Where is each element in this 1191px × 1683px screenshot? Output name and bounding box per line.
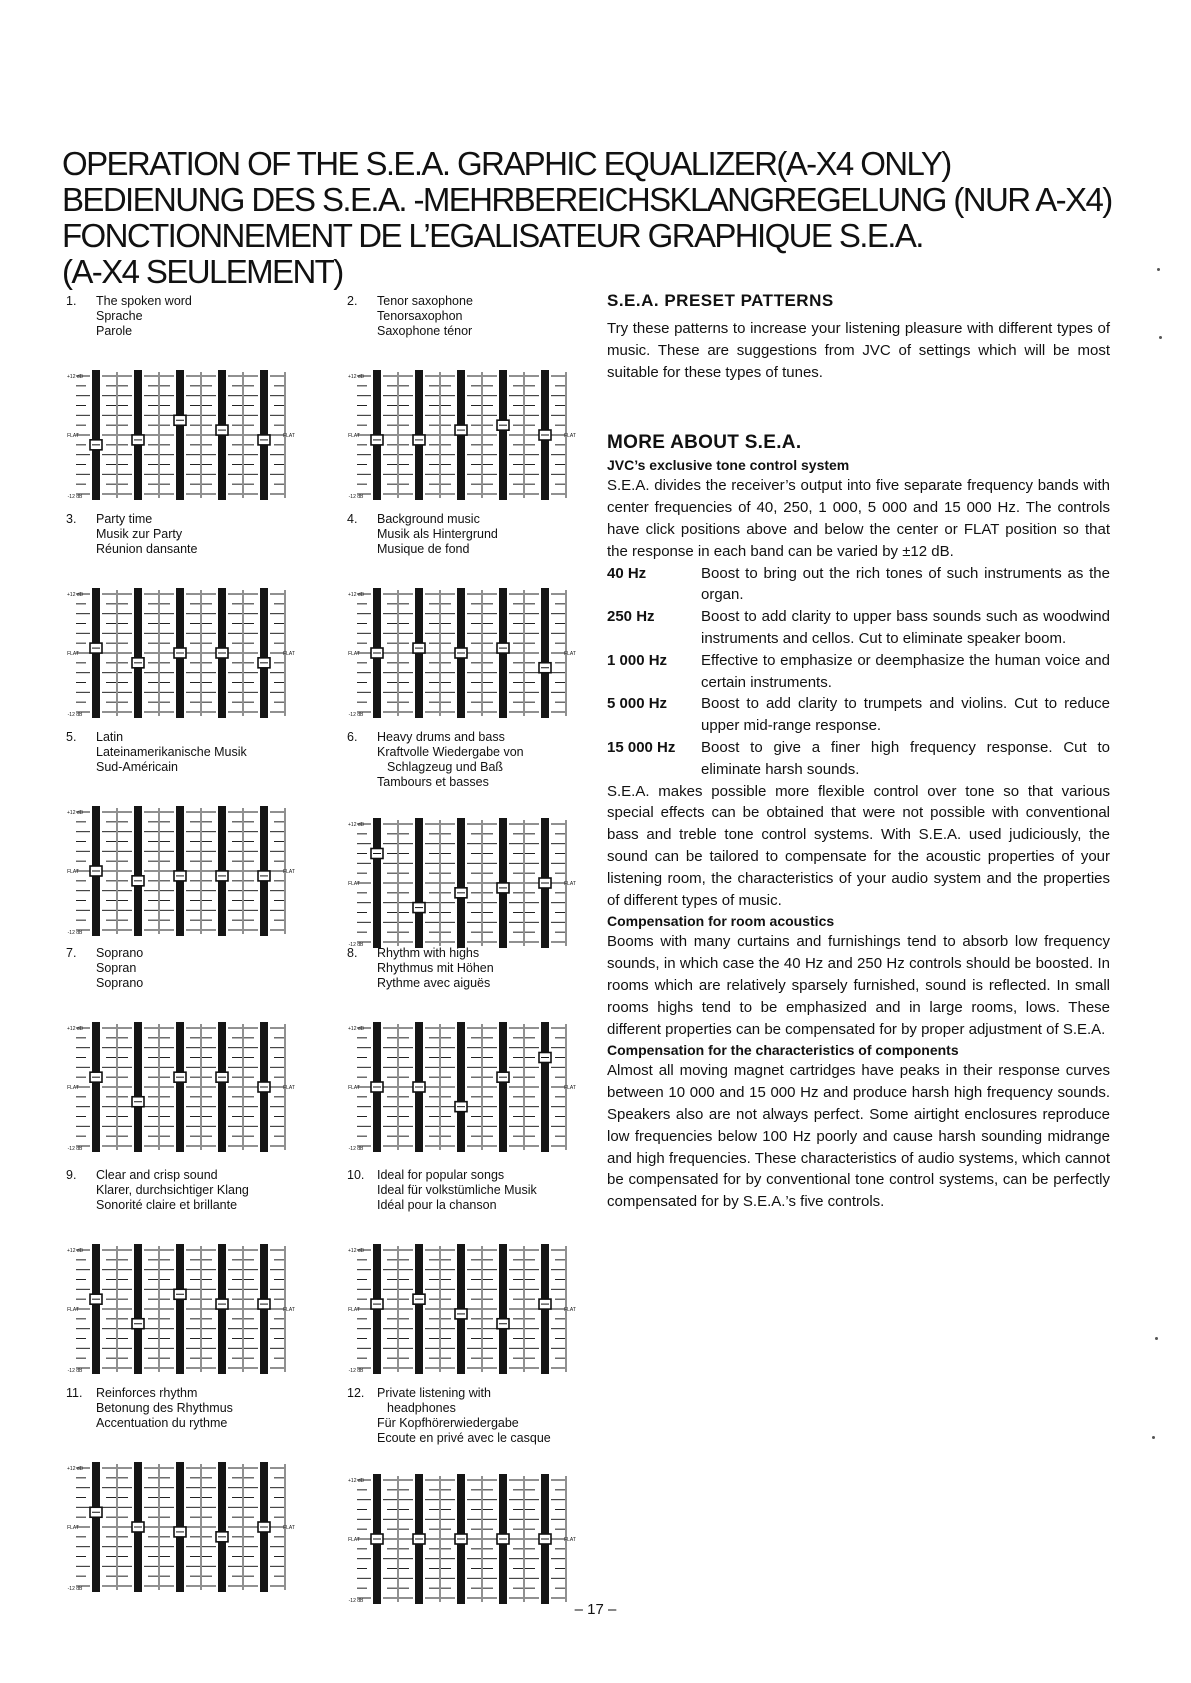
pattern-item — [62, 512, 352, 732]
slider-track — [176, 1244, 184, 1374]
pattern-title-line: Clear and crisp sound — [96, 1168, 218, 1182]
freq-row-40 — [607, 563, 1110, 607]
eq-slider — [483, 1022, 524, 1152]
slider-track — [92, 1022, 100, 1152]
eq-slider — [244, 1462, 285, 1592]
eq-slider — [202, 1462, 243, 1592]
scale-flat-label-left: FLAT — [67, 1525, 79, 1531]
equalizer-diagram — [66, 582, 296, 724]
pattern-title-line: Musik als Hintergrund — [377, 527, 498, 541]
eq-slider — [483, 588, 524, 718]
eq-slider — [441, 1244, 482, 1374]
scale-top-label: +12 dB — [348, 1248, 364, 1254]
eq-slider — [441, 588, 482, 718]
title-line-english: OPERATION OF THE S.E.A. GRAPHIC EQUALIZER(A-X4 ONLY) — [62, 145, 951, 182]
scale-bottom-label: -12 dB — [348, 1368, 364, 1374]
pattern-item — [62, 1168, 352, 1388]
pattern-title-line: Musik zur Party — [96, 527, 183, 541]
eq-slider — [244, 1244, 285, 1374]
scale-flat-label-right: FLAT — [283, 433, 295, 439]
equalizer-diagram — [66, 1238, 296, 1380]
eq-slider — [76, 1462, 117, 1592]
eq-slider — [399, 1474, 440, 1604]
scan-speck — [1152, 1436, 1155, 1439]
room-acoustics-subheading: Compensation for room acoustics — [607, 913, 835, 930]
freq-row-5000 — [607, 693, 1110, 737]
eq-slider — [244, 806, 285, 936]
slider-track — [499, 1244, 507, 1374]
scale-flat-label-right: FLAT — [283, 869, 295, 875]
pattern-title-lines — [96, 1168, 356, 1213]
pattern-title-line: Heavy drums and bass — [377, 730, 505, 744]
scale-flat-label-left: FLAT — [67, 433, 79, 439]
slider-track — [541, 1022, 549, 1152]
equalizer-diagram — [347, 1016, 577, 1158]
slider-track — [499, 1022, 507, 1152]
eq-slider — [525, 370, 566, 500]
pattern-title-line: Ecoute en privé avec le casque — [377, 1431, 551, 1445]
slider-track — [541, 588, 549, 718]
scale-bottom-label: -12 dB — [348, 1598, 364, 1604]
pattern-item — [62, 1386, 352, 1606]
pattern-title-line: Latin — [96, 730, 124, 744]
slider-track — [134, 1244, 142, 1374]
pattern-title-line: Musique de fond — [377, 542, 470, 556]
scale-top-label: +12 dB — [348, 822, 364, 828]
scan-speck — [1159, 336, 1162, 339]
eq-slider — [118, 806, 159, 936]
freq-text-1000: Effective to emphasize or deemphasize the human voice and certain instruments. — [701, 651, 1110, 691]
pattern-title-line: Sonorité claire et brillante — [96, 1198, 238, 1212]
scan-speck — [1155, 1337, 1158, 1340]
equalizer-diagram — [347, 364, 577, 506]
slider-track — [134, 1022, 142, 1152]
pattern-title-line: Soprano — [96, 946, 144, 960]
slider-track — [134, 588, 142, 718]
eq-slider — [399, 818, 440, 948]
freq-text-40: Boost to bring out the rich tones of such instruments as the organ. — [701, 564, 1110, 604]
pattern-title-line: Réunion dansante — [96, 542, 198, 556]
eq-slider — [160, 1462, 201, 1592]
pattern-title-line: Sprache — [96, 309, 143, 323]
scale-flat-label-right: FLAT — [283, 1525, 295, 1531]
pattern-title-line: Private listening with — [377, 1386, 491, 1400]
scale-top-label: +12 dB — [67, 374, 83, 380]
pattern-title-lines — [377, 730, 637, 790]
freq-key-250: 250 Hz — [607, 608, 655, 626]
equalizer-diagram — [347, 1468, 577, 1610]
equalizer-diagram — [347, 812, 577, 954]
room-acoustics-text: Booms with many curtains and furnishings tend to absorb low frequency sounds, in which case the 40 Hz and 250 Hz controls should be boosted. In rooms which are relatively sparsely furnished, sound is reflected. In small rooms highs tend to be emphasized and in large rooms, lows. These different properties can be compensated for by proper adjustment of S.E.A. — [607, 933, 1110, 1038]
pattern-number: 7. — [66, 946, 77, 960]
scale-top-label: +12 dB — [348, 1026, 364, 1032]
eq-slider — [76, 1022, 117, 1152]
scale-flat-label-right: FLAT — [564, 881, 576, 887]
pattern-title-lines — [96, 946, 356, 991]
pattern-title-line: Tambours et basses — [377, 775, 489, 789]
pattern-title-lines — [96, 730, 356, 775]
freq-key-15000: 15 000 Hz — [607, 738, 676, 756]
scale-bottom-label: -12 dB — [67, 494, 83, 500]
tone-control-subheading: JVC’s exclusive tone control system — [607, 457, 850, 474]
eq-slider — [118, 1462, 159, 1592]
slider-track — [176, 1022, 184, 1152]
eq-slider — [357, 588, 398, 718]
freq-row-15000 — [607, 737, 1110, 781]
scale-flat-label-right: FLAT — [564, 1085, 576, 1091]
eq-slider — [399, 1244, 440, 1374]
pattern-title-line: Sopran — [96, 961, 137, 975]
eq-slider — [202, 588, 243, 718]
pattern-title-line: Party time — [96, 512, 153, 526]
scale-top-label: +12 dB — [67, 592, 83, 598]
title-line-german: BEDIENUNG DES S.E.A. -MEHRBEREICHSKLANGREGELUNG (NUR A-X4) — [62, 181, 1112, 218]
eq-slider — [160, 806, 201, 936]
pattern-title-line: Reinforces rhythm — [96, 1386, 198, 1400]
eq-slider — [202, 1022, 243, 1152]
text-column — [607, 290, 1110, 1213]
scale-top-label: +12 dB — [67, 1026, 83, 1032]
scale-flat-label-left: FLAT — [67, 1307, 79, 1313]
freq-text-5000: Boost to add clarity to trumpets and violins. Cut to reduce upper mid-range response. — [701, 695, 1110, 735]
slider-track — [457, 818, 465, 948]
pattern-title-lines — [96, 512, 356, 557]
freq-key-1000: 1 000 Hz — [607, 651, 668, 669]
pattern-title-line: Background music — [377, 512, 480, 526]
pattern-title-line: Sud-Américain — [96, 760, 178, 774]
equalizer-diagram — [66, 1016, 296, 1158]
pattern-number: 6. — [347, 730, 358, 744]
eq-slider — [399, 588, 440, 718]
pattern-item — [343, 1168, 633, 1388]
eq-slider — [118, 1022, 159, 1152]
slider-track — [415, 1244, 423, 1374]
slider-track — [176, 370, 184, 500]
pattern-title-line: Betonung des Rhythmus — [96, 1401, 233, 1415]
eq-slider — [118, 1244, 159, 1374]
pattern-number: 9. — [66, 1168, 77, 1182]
slider-track — [92, 1462, 100, 1592]
scale-flat-label-left: FLAT — [348, 1085, 360, 1091]
scale-flat-label-right: FLAT — [283, 1085, 295, 1091]
scale-top-label: +12 dB — [67, 1466, 83, 1472]
slider-track — [260, 588, 268, 718]
scale-top-label: +12 dB — [67, 1248, 83, 1254]
pattern-title-lines — [96, 1386, 356, 1431]
components-text: Almost all moving magnet cartridges have peaks in their response curves between 10 000 and 15 000 Hz and produce harsh high frequency sounds. Speakers also are not always perfect. Some airtight enclosures reproduce low frequencies below 100 Hz poorly and cause harsh sounding midrange and high frequencies. These characteristics of audio systems, which cannot be compensated for by conventional tone control systems, can be perfectly compensated for by S.E.A.’s five controls. — [607, 1062, 1110, 1211]
pattern-item — [343, 730, 633, 950]
pattern-title-line: Tenorsaxophon — [377, 309, 463, 323]
slider-track — [218, 1462, 226, 1592]
flexible-control-text: S.E.A. makes possible more flexible control over tone so that various special effects can be obtained that were not possible with conventional bass and treble tone control systems. With S.E.A. used judiciously, the sound can be tailored to compensate for the acoustic properties of your listening room, the characteristics of your audio system and the properties of different types of music. — [607, 782, 1110, 909]
freq-key-5000: 5 000 Hz — [607, 695, 668, 713]
scale-flat-label-left: FLAT — [348, 651, 360, 657]
eq-slider — [118, 588, 159, 718]
eq-slider — [441, 1474, 482, 1604]
scale-flat-label-left: FLAT — [348, 881, 360, 887]
eq-slider — [525, 818, 566, 948]
components-subheading: Compensation for the characteristics of components — [607, 1042, 959, 1059]
slider-track — [499, 370, 507, 500]
tone-control-text: S.E.A. divides the receiver’s output into five separate frequency bands with center frequencies of 40, 250, 1 000, 5 000 and 15 000 Hz. The controls have click positions above and below the center or FLAT position so that the response in each band can be varied by ±12 dB. — [607, 477, 1110, 560]
eq-slider — [76, 806, 117, 936]
eq-slider — [244, 588, 285, 718]
eq-slider — [525, 588, 566, 718]
eq-slider — [483, 818, 524, 948]
eq-slider — [76, 370, 117, 500]
eq-slider — [441, 818, 482, 948]
slider-track — [415, 818, 423, 948]
slider-track — [218, 1022, 226, 1152]
eq-slider — [483, 370, 524, 500]
eq-slider — [525, 1244, 566, 1374]
freq-text-250: Boost to add clarity to upper bass sounds such as woodwind instruments and cellos. Cut to eliminate speaker boom. — [701, 608, 1110, 647]
pattern-title-line: Tenor saxophone — [377, 294, 473, 308]
pattern-number: 3. — [66, 512, 77, 526]
pattern-title-line: Parole — [96, 324, 133, 338]
eq-slider — [244, 1022, 285, 1152]
eq-slider — [441, 370, 482, 500]
pattern-item — [343, 294, 633, 514]
scale-top-label: +12 dB — [348, 1478, 364, 1484]
pattern-number: 8. — [347, 946, 358, 960]
eq-slider — [202, 370, 243, 500]
scale-bottom-label: -12 dB — [348, 494, 364, 500]
pattern-title-line: Soprano — [96, 976, 144, 990]
scale-bottom-label: -12 dB — [348, 1146, 364, 1152]
pattern-title-lines — [377, 512, 637, 557]
slider-track — [92, 1244, 100, 1374]
freq-key-40: 40 Hz — [607, 564, 647, 582]
pattern-title-lines — [377, 946, 637, 991]
scan-speck — [1157, 268, 1160, 271]
scale-flat-label-right: FLAT — [283, 1307, 295, 1313]
scale-flat-label-left: FLAT — [348, 1307, 360, 1313]
preset-text: Try these patterns to increase your listening pleasure with different types of music. These are suggestions from JVC of settings which will be most suitable for these types of tunes. — [607, 320, 1110, 381]
eq-slider — [118, 370, 159, 500]
eq-slider — [483, 1474, 524, 1604]
pattern-title-lines — [96, 294, 356, 339]
eq-slider — [357, 1244, 398, 1374]
title-line-french: FONCTIONNEMENT DE L’EGALISATEUR GRAPHIQUE S.E.A. — [62, 217, 923, 254]
scale-bottom-label: -12 dB — [67, 1586, 83, 1592]
pattern-title-line: Saxophone ténor — [377, 324, 473, 338]
pattern-title-line: Klarer, durchsichtiger Klang — [96, 1183, 249, 1197]
pattern-number: 10. — [347, 1168, 365, 1182]
scale-flat-label-right: FLAT — [564, 1537, 576, 1543]
scale-flat-label-right: FLAT — [564, 433, 576, 439]
scale-top-label: +12 dB — [348, 374, 364, 380]
eq-slider — [525, 1474, 566, 1604]
pattern-item — [343, 512, 633, 732]
slider-track — [373, 818, 381, 948]
freq-row-1000 — [607, 650, 1110, 694]
scale-bottom-label: -12 dB — [67, 1146, 83, 1152]
eq-slider — [244, 370, 285, 500]
pattern-number: 11. — [66, 1386, 83, 1400]
scale-flat-label-left: FLAT — [67, 651, 79, 657]
pattern-title-line: Rythme avec aiguës — [377, 976, 491, 990]
pattern-number: 12. — [347, 1386, 365, 1400]
pattern-title-lines — [377, 1168, 637, 1213]
eq-slider — [399, 370, 440, 500]
pattern-title-line: Für Kopfhörerwiedergabe — [377, 1416, 519, 1430]
eq-slider — [441, 1022, 482, 1152]
scale-flat-label-left: FLAT — [348, 433, 360, 439]
scale-bottom-label: -12 dB — [348, 712, 364, 718]
pattern-number: 2. — [347, 294, 358, 308]
equalizer-diagram — [66, 1456, 296, 1598]
pattern-title-line: The spoken word — [96, 294, 192, 308]
preset-heading: S.E.A. PRESET PATTERNS — [607, 291, 834, 310]
title-line-french-model: (A-X4 SEULEMENT) — [62, 253, 343, 290]
pattern-title-line: Rhythm with highs — [377, 946, 480, 960]
more-heading: MORE ABOUT S.E.A. — [607, 432, 802, 454]
scale-bottom-label: -12 dB — [67, 712, 83, 718]
eq-slider — [76, 1244, 117, 1374]
pattern-title-line: Idéal pour la chanson — [377, 1198, 497, 1212]
page-number: – 17 – — [574, 1601, 617, 1618]
eq-slider — [160, 1022, 201, 1152]
pattern-title-line: Schlagzeug und Baß — [387, 760, 504, 774]
eq-slider — [202, 1244, 243, 1374]
equalizer-diagram — [347, 1238, 577, 1380]
pattern-item — [62, 294, 352, 514]
scale-top-label: +12 dB — [348, 592, 364, 598]
pattern-title-line: Kraftvolle Wiedergabe von — [377, 745, 524, 759]
eq-slider — [202, 806, 243, 936]
eq-slider — [357, 370, 398, 500]
pattern-title-line: Accentuation du rythme — [96, 1416, 228, 1430]
scale-bottom-label: -12 dB — [348, 942, 364, 948]
page-title — [62, 146, 1142, 290]
scale-bottom-label: -12 dB — [67, 930, 83, 936]
pattern-title-line: headphones — [387, 1401, 456, 1415]
eq-slider — [357, 1022, 398, 1152]
pattern-title-line: Ideal for popular songs — [377, 1168, 505, 1182]
slider-track — [92, 370, 100, 500]
freq-row-250 — [607, 606, 1110, 650]
scale-bottom-label: -12 dB — [67, 1368, 83, 1374]
equalizer-diagram — [66, 800, 296, 942]
slider-track — [134, 806, 142, 936]
pattern-title-line: Ideal für volkstümliche Musik — [377, 1183, 537, 1197]
pattern-item — [62, 730, 352, 950]
pattern-item — [343, 946, 633, 1166]
scale-flat-label-right: FLAT — [283, 651, 295, 657]
scale-flat-label-left: FLAT — [348, 1537, 360, 1543]
scale-flat-label-right: FLAT — [564, 1307, 576, 1313]
pattern-title-line: Lateinamerikanische Musik — [96, 745, 247, 759]
eq-slider — [160, 588, 201, 718]
scale-flat-label-left: FLAT — [67, 1085, 79, 1091]
eq-slider — [160, 1244, 201, 1374]
pattern-title-lines — [377, 294, 637, 339]
eq-slider — [160, 370, 201, 500]
pattern-number: 4. — [347, 512, 358, 526]
pattern-number: 1. — [66, 294, 77, 308]
eq-slider — [399, 1022, 440, 1152]
eq-slider — [76, 588, 117, 718]
pattern-title-lines — [377, 1386, 637, 1446]
scale-flat-label-left: FLAT — [67, 869, 79, 875]
pattern-item — [343, 1386, 633, 1606]
equalizer-diagram — [347, 582, 577, 724]
eq-slider — [525, 1022, 566, 1152]
equalizer-diagram — [66, 364, 296, 506]
slider-track — [457, 1022, 465, 1152]
scale-flat-label-right: FLAT — [564, 651, 576, 657]
eq-slider — [483, 1244, 524, 1374]
scale-top-label: +12 dB — [67, 810, 83, 816]
freq-text-15000: Boost to give a finer high frequency response. Cut to eliminate harsh sounds. — [701, 738, 1110, 778]
eq-slider — [357, 818, 398, 948]
pattern-number: 5. — [66, 730, 77, 744]
pattern-title-line: Rhythmus mit Höhen — [377, 961, 494, 975]
eq-slider — [357, 1474, 398, 1604]
pattern-item — [62, 946, 352, 1166]
